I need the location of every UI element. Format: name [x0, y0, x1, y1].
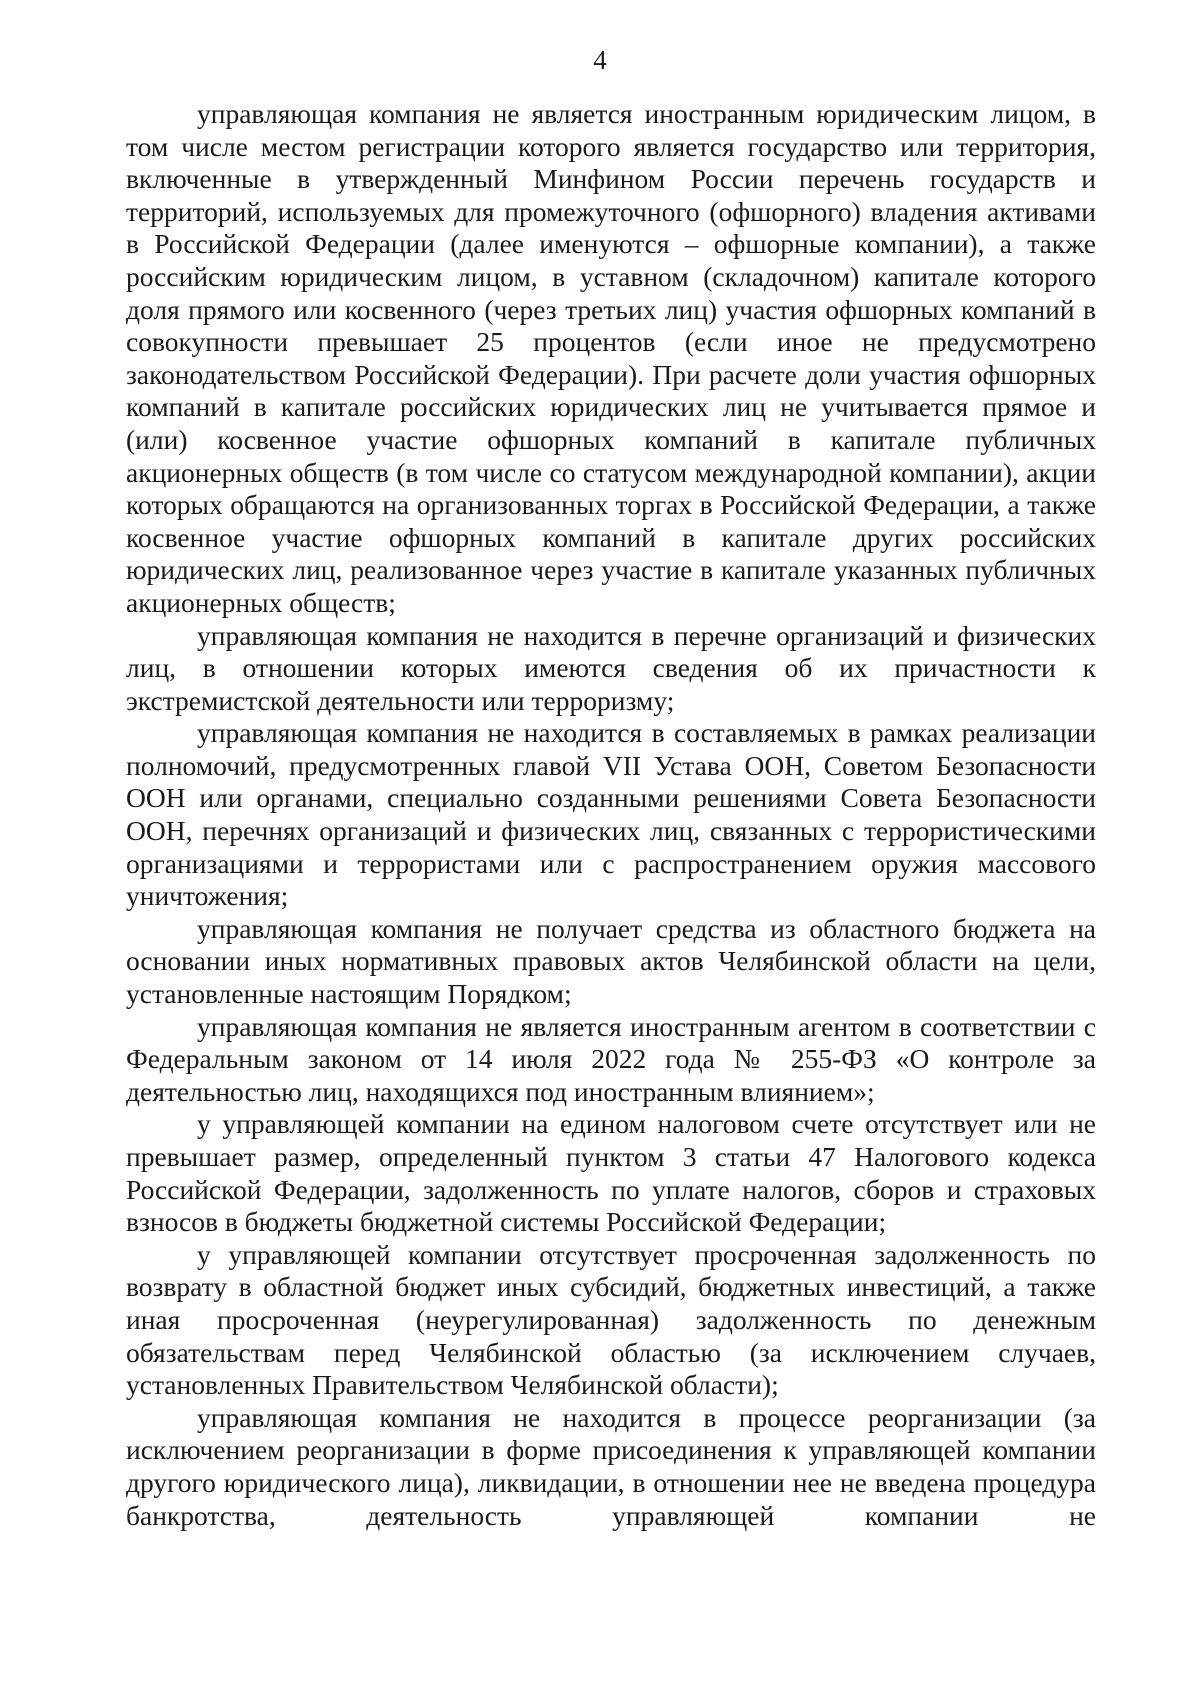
page-number: 4 — [593, 45, 607, 75]
paragraph-tax-debt: у управляющей компании на едином налоговом счете отсутствует или не превышает размер, определенный пунктом 3 статьи 47 Налогового кодекса Российской Федерации, задолженность по уплате налогов, сборов и страховых взносов в бюджеты бюджетной системы Российской Федерации; — [126, 1108, 1096, 1238]
paragraph-other-budget-funds: управляющая компания не получает средства из областного бюджета на основании иных нормативных правовых актов Челябинской области на цели, установленные настоящим Порядком; — [126, 912, 1096, 1010]
paragraph-extremism-list: управляющая компания не находится в перечне организаций и физических лиц, в отношении которых имеются сведения об их причастности к экстремистской деятельности или терроризму; — [126, 619, 1096, 716]
paragraph-un-sanctions-list: управляющая компания не находится в составляемых в рамках реализации полномочий, предусмотренных главой VII Устава ООН, Советом Безопасности ООН или органами, специально созданными решениями Совета Безопасности ООН, перечнях организаций и физических лиц, связанных с террористическими организациями и террористами или с распространением оружия массового уничтожения; — [126, 717, 1096, 912]
paragraph-overdue-debt: у управляющей компании отсутствует просроченная задолженность по возврату в областной бюджет иных субсидий, бюджетных инвестиций, а также иная просроченная (неурегулированная) задолженность по денежным обязательствам перед Челябинской областью (за исключением случаев, установленных Правительством Челябинской области); — [126, 1238, 1096, 1401]
paragraph-offshore-status: управляющая компания не является иностранным юридическим лицом, в том числе местом регистрации которого является государство или территория, включенные в утвержденный Минфином России перечень государств и территорий, используемых для промежуточного (офшорного) владения активами в Российской Федерации (далее именуются – офшорные компании), а также российским юридическим лицом, в уставном (складочном) капитале которого доля прямого или косвенного (через третьих лиц) участия офшорных компаний в совокупности превышает 25 процентов (если иное не предусмотрено законодательством Российской Федерации). При расчете доли участия офшорных компаний в капитале российских юридических лиц не учитывается прямое и (или) косвенное участие офшорных компаний в капитале публичных акционерных обществ (в том числе со статусом международной компании), акции которых обращаются на организованных торгах в Российской Федерации, а также косвенное участие офшорных компаний в капитале других российских юридических лиц, реализованное через участие в капитале указанных публичных акционерных обществ; — [126, 98, 1096, 618]
paragraph-foreign-agent: управляющая компания не является иностранным агентом в соответствии с Федеральным законом от 14 июля 2022 года № 255-ФЗ «О контроле за деятельностью лиц, находящихся под иностранным влиянием»; — [126, 1010, 1096, 1107]
document-body — [126, 98, 1096, 1532]
paragraph-reorganization: управляющая компания не находится в процессе реорганизации (за исключением реорганизации в форме присоединения к управляющей компании другого юридического лица), ликвидации, в отношении нее не введена процедура банкротства, деятельность управляющей компании не — [126, 1401, 1096, 1531]
